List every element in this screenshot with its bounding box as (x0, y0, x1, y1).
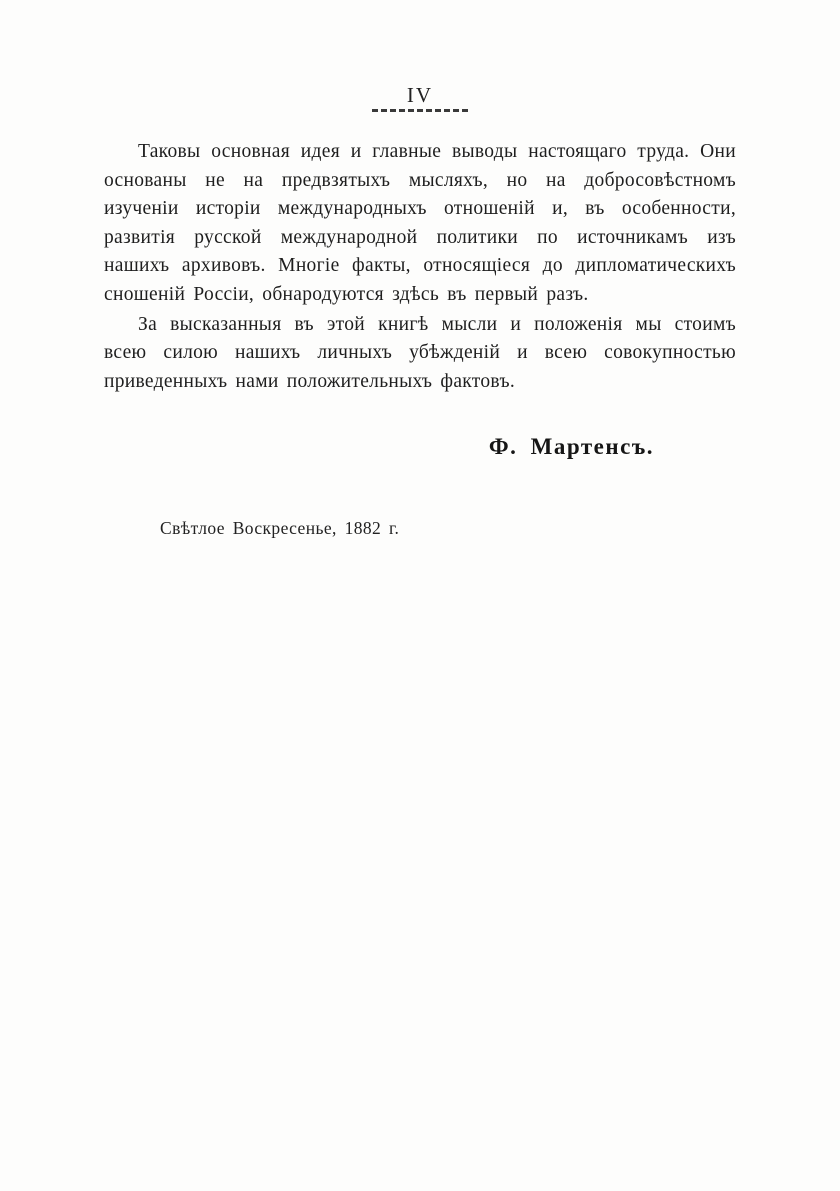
page-number: IV (406, 83, 434, 107)
paragraph-1: Таковы основная идея и главные выводы настоящаго труда. Они основаны не на предвзятыхъ мысляхъ, но на добросовѣстномъ изученіи исторіи международныхъ отношеній и, въ особенности, развитія русской международной политики по источникамъ изъ нашихъ архивовъ. Многіе факты, относящіеся до дипломатическихъ сношеній Россіи, обнародуются здѣсь въ первый разъ. (104, 141, 736, 306)
paragraph-2: За высказанныя въ этой книгѣ мысли и положенія мы стоимъ всею силою нашихъ личныхъ убѣжденій и всею совокупностью приведенныхъ нами положительныхъ фактовъ. (104, 313, 736, 392)
page-number-underline (372, 109, 468, 112)
author-signature: Ф. Мартенсъ. (488, 434, 654, 460)
dateline: Свѣтлое Воскресенье, 1882 г. (160, 518, 400, 539)
page-header (104, 84, 736, 112)
